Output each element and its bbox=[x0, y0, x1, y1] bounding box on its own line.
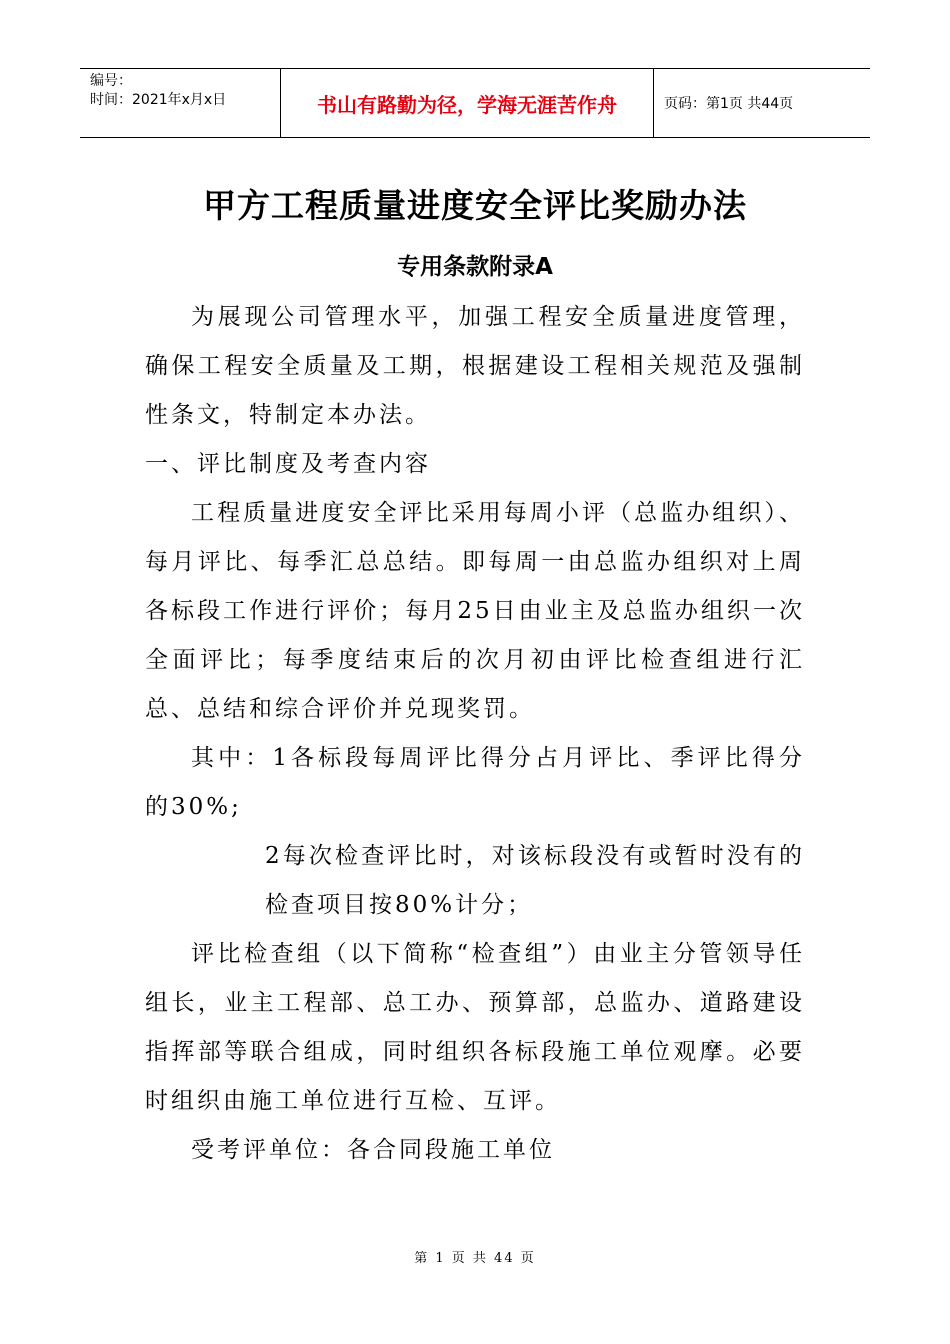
header-page-info: 页码：第1页 共44页 bbox=[664, 96, 794, 112]
paragraph-note-2: 2每次检查评比时，对该标段没有或暂时没有的检查项目按80%计分； bbox=[265, 843, 805, 918]
page-footer: 第 1 页 共 44 页 bbox=[414, 1251, 536, 1266]
date-line: 时间：2021年x月x日 bbox=[90, 92, 227, 108]
paragraph-intro: 为展现公司管理水平，加强工程安全质量进度管理，确保工程安全质量及工期，根据建设工程相关规范及强制性条文，特制定本办法。 bbox=[145, 304, 805, 428]
section-heading-1: 一、评比制度及考查内容 bbox=[145, 451, 431, 477]
paragraph-note-1: 其中：1各标段每周评比得分占月评比、季评比得分的30%; bbox=[145, 745, 805, 820]
paragraph-evaluation-system: 工程质量进度安全评比采用每周小评（总监办组织）、每月评比、每季汇总总结。即每周一由总监办组织对上周各标段工作进行评价；每月25日由业主及总监办组织一次全面评比；每季度结束后的次月初由评比检查组进行汇总、总结和综合评价并兑现奖罚。 bbox=[145, 500, 805, 722]
document-body bbox=[145, 293, 805, 1175]
paragraph-inspection-group: 评比检查组（以下简称“检查组”）由业主分管领导任组长，业主工程部、总工办、预算部，总监办、道路建设指挥部等联合组成，同时组织各标段施工单位观摩。必要时组织由施工单位进行互检、互评。 bbox=[145, 941, 805, 1114]
number-label: 编号： bbox=[90, 73, 132, 89]
paragraph-evaluated-units: 受考评单位：各合同段施工单位 bbox=[191, 1137, 555, 1163]
document-title: 甲方工程质量进度安全评比奖励办法 bbox=[203, 186, 747, 225]
header-motto: 书山有路勤为径，学海无涯苦作舟 bbox=[281, 69, 654, 137]
document-subtitle: 专用条款附录A bbox=[397, 254, 553, 280]
header-meta bbox=[80, 69, 281, 137]
page-header bbox=[80, 68, 870, 138]
